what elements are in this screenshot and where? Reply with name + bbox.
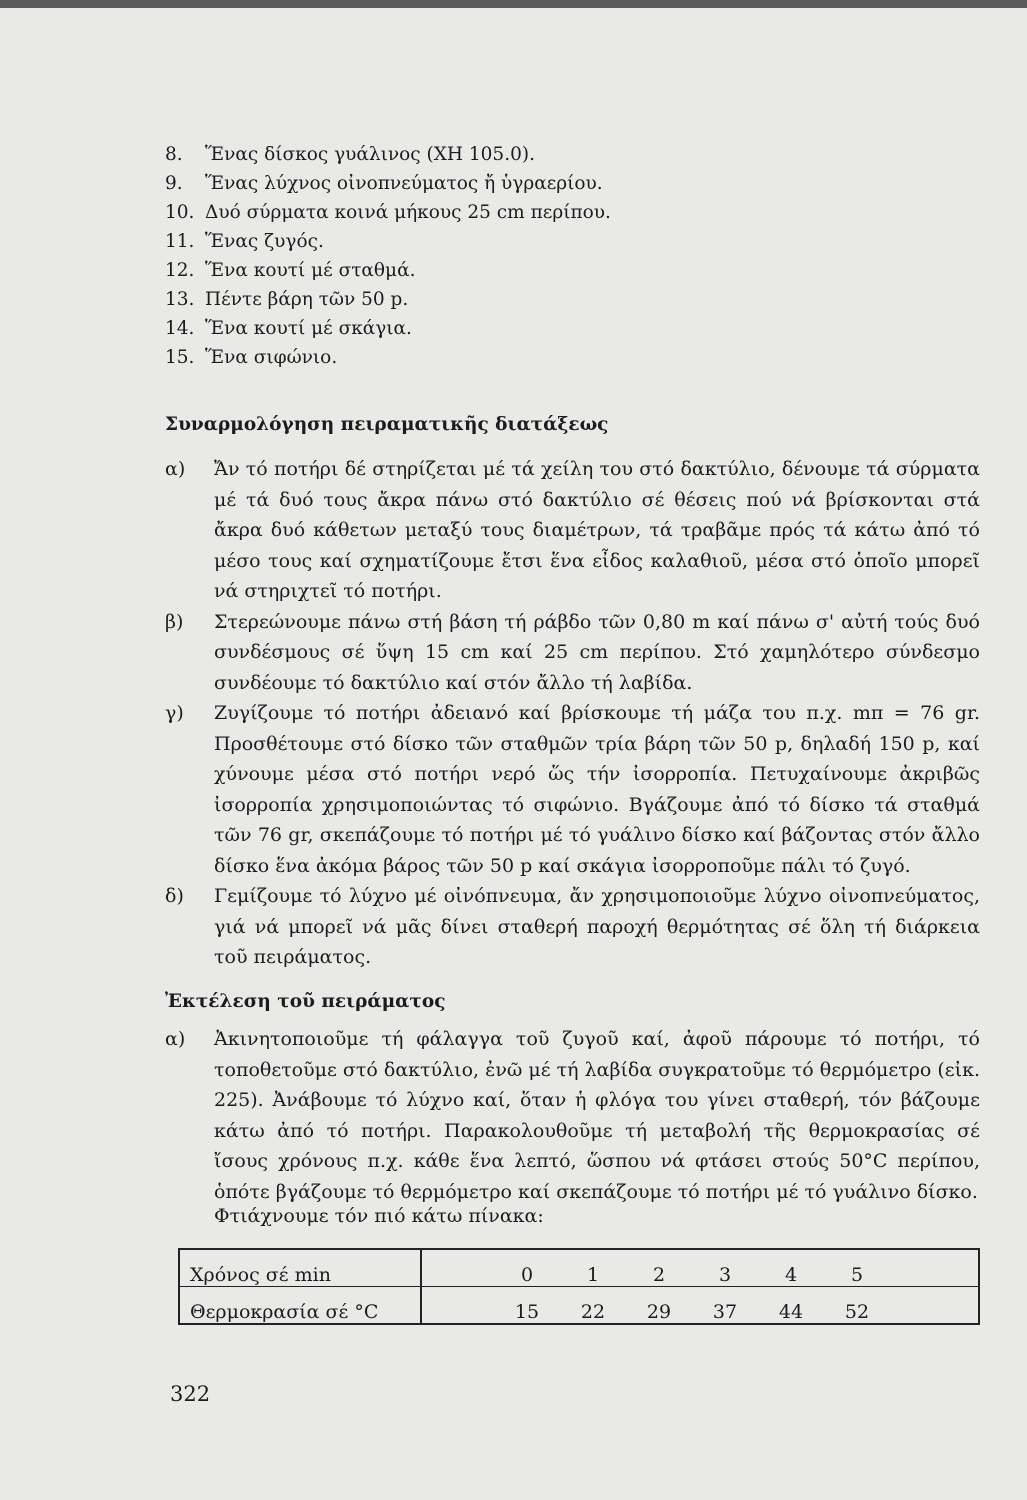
list-item: 13. Πέντε βάρη τῶν 50 p. (165, 289, 409, 310)
list-item: 9. Ἕνας λύχνος οἰνοπνεύματος ἤ ὑγραερίου. (165, 173, 603, 194)
list-item: 11. Ἕνας ζυγός. (165, 231, 324, 252)
time-value: 4 (758, 1249, 824, 1287)
time-value: 3 (692, 1249, 758, 1287)
step-marker: γ) (165, 702, 184, 724)
temperature-value: 29 (646, 1301, 672, 1323)
list-item: 8. Ἕνας δίσκος γυάλινος (ΧΗ 105.0). (165, 144, 535, 165)
step-marker: α) (165, 1028, 186, 1050)
step-text: Ζυγίζουμε τό ποτήρι ἀδειανό καί βρίσκουμε τή μάζα του π.χ. mπ = 76 gr. Προσθέτουμε στό δίσκο τῶν σταθμῶν τρία βάρη τῶν 50 p, δηλαδή 150 p, καί χύνουμε μέσα στό ποτήρι νερό ὥς τήν ἰσορροπία. Πετυχαίνουμε ἀκριβῶς ἰσορροπία χρησιμοποιώντας τό σιφώνιο. Βγάζουμε ἀπό τό δίσκο τά σταθμά τῶν 76 gr, σκεπάζουμε τό ποτήρι μέ τό γυάλινο δίσκο καί βάζοντας στόν ἄλλο δίσκο ἕνα ἀκόμα βάρος τῶν 50 p καί σκάγια ἰσορροποῦμε πάλι τό ζυγό. (214, 702, 980, 877)
temperature-label: Θερμοκρασία σέ °C (179, 1287, 421, 1325)
table-intro: Φτιάχνουμε τόν πιό κάτω πίνακα: (214, 1205, 544, 1227)
time-label: Χρόνος σέ min (179, 1249, 421, 1287)
execution-step-a (165, 1024, 980, 1207)
temperature-value: 22 (580, 1301, 606, 1323)
step-marker: α) (165, 458, 186, 480)
table-row (179, 1249, 979, 1287)
step-marker: β) (165, 610, 184, 633)
page-number: 322 (170, 1382, 211, 1406)
temperature-value: 15 (514, 1301, 540, 1323)
assembly-steps (165, 454, 980, 973)
time-value: 5 (824, 1249, 890, 1287)
book-page (0, 8, 1027, 1500)
temperature-table (178, 1248, 980, 1325)
step-text: Γεμίζουμε τό λύχνο μέ οἰνόπνευμα, ἄν χρησιμοποιοῦμε λύχνο οἰνοπνεύματος, γιά νά μπορεῖ νά μᾶς δίνει σταθερή παροχή θερμότητας σέ ὅλη τή διάρκεια τοῦ πειράματος. (214, 885, 980, 968)
materials-list (165, 140, 725, 372)
execution-steps (165, 1024, 980, 1207)
step-text: Ἄν τό ποτήρι δέ στηρίζεται μέ τά χείλη του στό δακτύλιο, δένουμε τά σύρματα μέ τά δυό τους ἄκρα πάνω στό δακτύλιο σέ θέσεις πού νά βρίσκονται στά ἄκρα δυό κάθετων μεταξύ τους διαμέτρων, τά τραβᾶμε πρός τά κάτω ἀπό τό μέσο τους καί σχηματίζουμε ἔτσι ἕνα εἶδος καλαθιοῦ, μέσα στό ὁποῖο μπορεῖ νά στηριχτεῖ τό ποτήρι. (214, 458, 980, 602)
assembly-heading: Συναρμολόγηση πειραματικῆς διατάξεως (165, 414, 609, 435)
temperature-value: 37 (712, 1301, 738, 1323)
time-value: 0 (494, 1249, 560, 1287)
step-marker: δ) (165, 885, 184, 907)
list-item: 12. Ἕνα κουτί μέ σταθμά. (165, 260, 416, 281)
page-top-edge (0, 0, 1027, 8)
step-text: Στερεώνουμε πάνω στή βάση τή ράβδο τῶν 0,80 m καί πάνω σ' αὐτή τούς δυό συνδέσμους σέ ὕψη 15 cm καί 25 cm περίπου. Στό χαμηλότερο σύνδεσμο συνδέουμε τό δακτύλιο καί στόν ἄλλο τή λαβίδα. (214, 610, 980, 694)
assembly-step-d (165, 881, 980, 973)
execution-heading: Ἐκτέλεση τοῦ πειράματος (165, 991, 446, 1012)
time-value: 1 (560, 1249, 626, 1287)
assembly-step-c (165, 698, 980, 881)
assembly-step-a (165, 454, 980, 607)
list-item: 10. Δυό σύρματα κοινά μήκους 25 cm περίπου. (165, 202, 611, 223)
list-item: 14. Ἕνα κουτί μέ σκάγια. (165, 318, 412, 339)
time-value: 2 (626, 1249, 692, 1287)
assembly-step-b (165, 607, 980, 699)
step-text: Ἀκινητοποιοῦμε τή φάλαγγα τοῦ ζυγοῦ καί, ἀφοῦ πάρουμε τό ποτήρι, τό τοποθετοῦμε στό δακτύλιο, ἐνῶ μέ τή λαβίδα συγκρατοῦμε τό θερμόμετρο (εἰκ. 225). Ἀνάβουμε τό λύχνο καί, ὅταν ἡ φλόγα του γίνει σταθερή, τόν βάζουμε κάτω ἀπό τό ποτήρι. Παρακολουθοῦμε τή μεταβολή τῆς θερμοκρασίας σέ ἴσους χρόνους π.χ. κάθε ἕνα λεπτό, ὥσπου νά φτάσει στούς 50°C περίπου, ὁπότε βγάζουμε τό θερμόμετρο καί σκεπάζουμε τό ποτήρι μέ τό γυάλινο δίσκο. (214, 1028, 980, 1203)
temperature-value: 52 (844, 1301, 870, 1323)
list-item: 15. Ἕνα σιφώνιο. (165, 347, 338, 368)
temperature-value: 44 (778, 1301, 804, 1323)
table-row (179, 1287, 979, 1325)
